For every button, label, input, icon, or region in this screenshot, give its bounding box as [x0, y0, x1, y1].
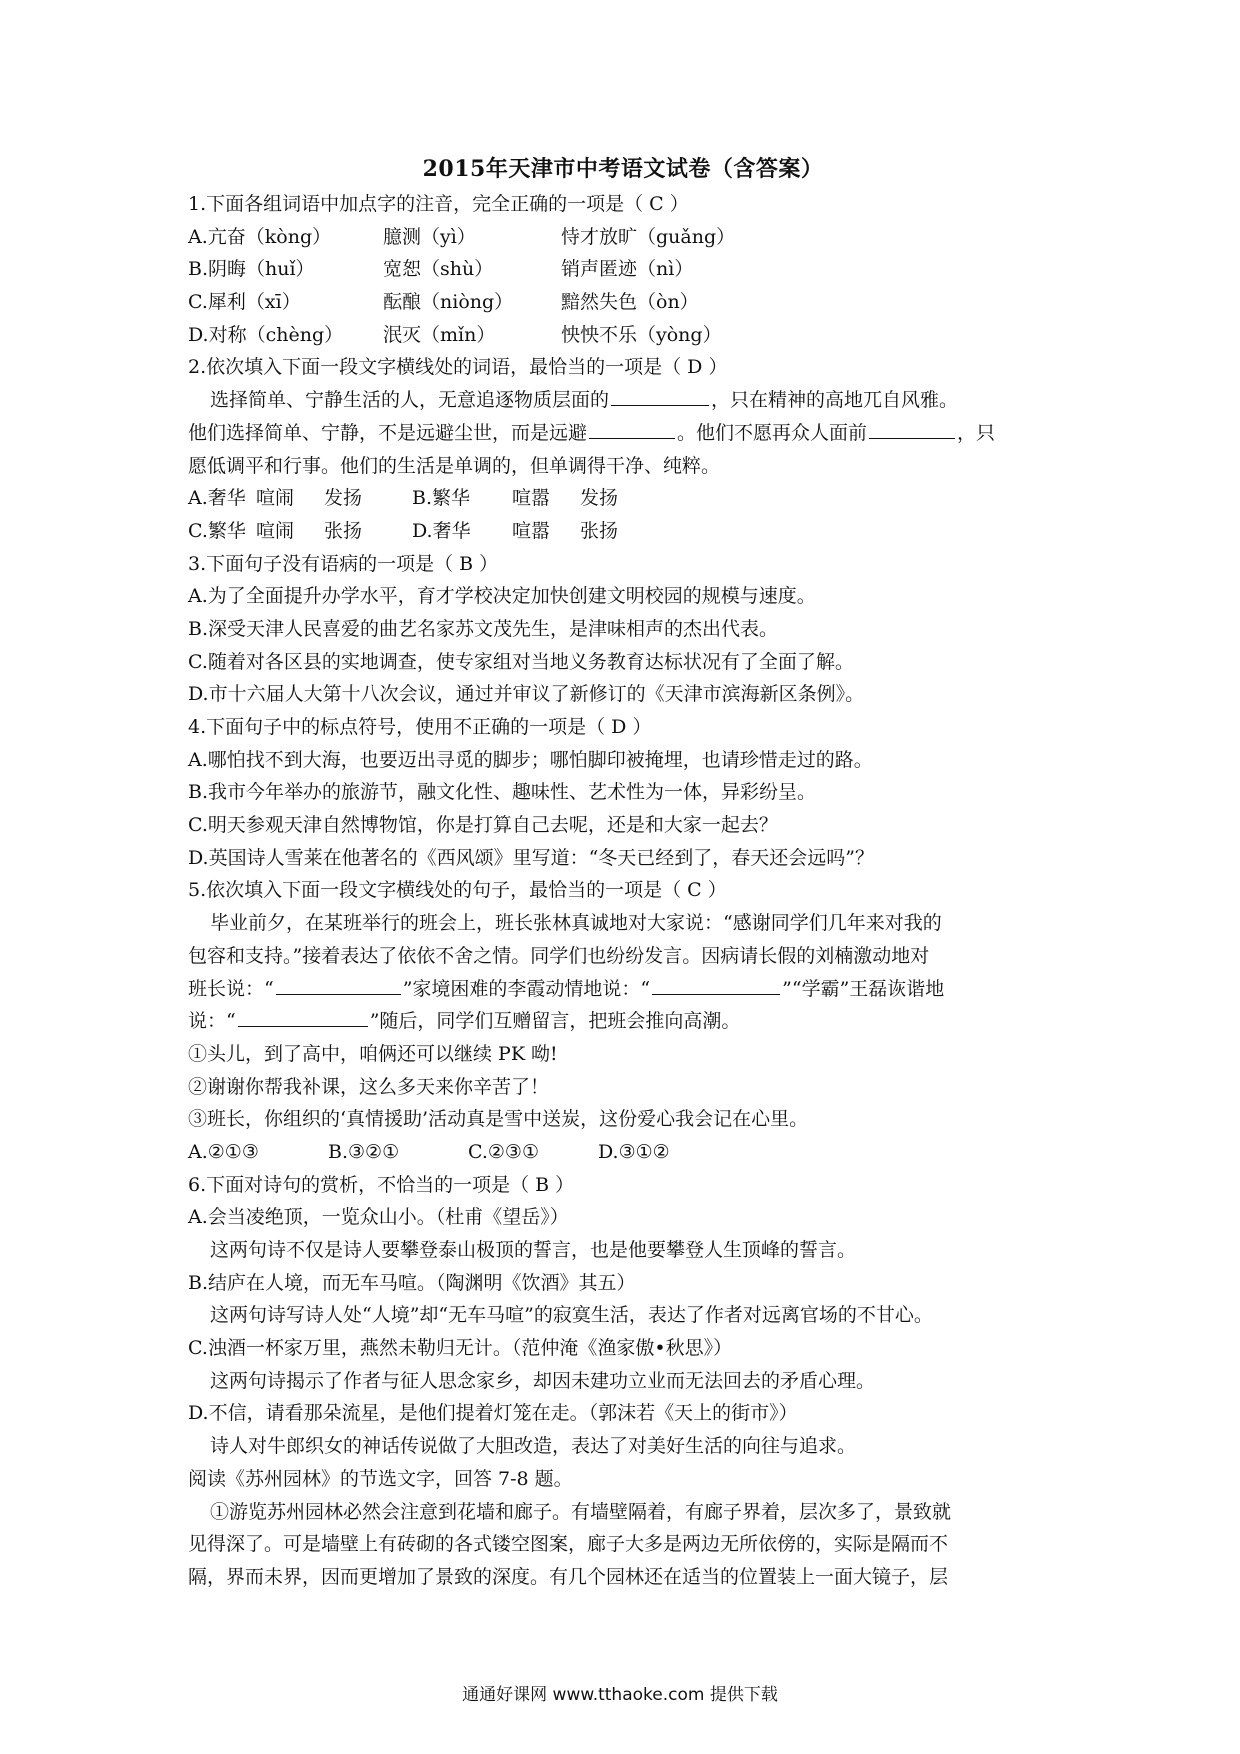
passage-text: 选择简单、宁静生活的人，无意追逐物质层面的: [210, 389, 610, 412]
passage-text: 他们选择简单、宁静，不是远避尘世，而是远避: [188, 421, 588, 444]
q2-option-cell: 张扬: [580, 519, 619, 542]
passage-text: 。他们不愿再众人面前: [677, 421, 868, 444]
reading-intro: 阅读《苏州园林》的节选文字，回答 7-8 题。: [188, 1467, 573, 1490]
q1-option-cell: 黯然失色（òn）: [561, 291, 699, 314]
document-body: [188, 150, 1058, 1594]
question-1-row-a: [188, 221, 1058, 254]
question-2-stem: 2.依次填入下面一段文字横线处的词语，最恰当的一项是（ D ）: [188, 356, 728, 379]
fill-blank: [652, 993, 780, 995]
question-3-option-c: C.随着对各区县的实地调查，使专家组对当地义务教育达标状况有了全面了解。: [188, 650, 854, 673]
passage-text: 说：“: [188, 1010, 236, 1033]
q2-option-cell: 发扬: [324, 487, 363, 510]
question-4-option-b: B.我市今年举办的旅游节，融文化性、趣味性、艺术性为一体，异彩纷呈。: [188, 781, 817, 804]
question-5-passage-line: [188, 1005, 1058, 1038]
passage-text: ”家境困难的李霞动情地说：“: [402, 977, 651, 1000]
question-6-note-a: 这两句诗不仅是诗人要攀登泰山极顶的誓言，也是他要攀登人生顶峰的誓言。: [210, 1239, 857, 1261]
question-1-stem: 1.下面各组词语中加点字的注音，完全正确的一项是（ C ）: [188, 193, 689, 215]
question-2-options-row: [188, 482, 1058, 515]
reading-passage-line: 见得深了。可是墙壁上有砖砌的各式镂空图案，廊子大多是两边无所依傍的，实际是隔而不: [188, 1533, 949, 1556]
question-5-stem: 5.依次填入下面一段文字横线处的句子，最恰当的一项是（ C ）: [188, 879, 727, 902]
q2-option-cell: B.繁华: [412, 487, 471, 510]
q2-option-cell: 喧闹: [256, 519, 295, 542]
q1-option-cell: D.对称（chèng）: [188, 323, 344, 346]
question-1-row-d: [188, 319, 1058, 352]
question-3-option-a: A.为了全面提升办学水平，育才学校决定加快创建文明校园的规模与速度。: [188, 585, 816, 608]
q2-option-cell: D.奢华: [412, 519, 471, 542]
question-6-note-d: 诗人对牛郎织女的神话传说做了大胆改造，表达了对美好生活的向往与追求。: [210, 1435, 857, 1458]
question-3-stem: 3.下面句子没有语病的一项是（ B ）: [188, 552, 499, 575]
question-1-row-c: [188, 286, 1058, 319]
question-6-note-b: 这两句诗写诗人处“人境”却“无车马喧”的寂寞生活，表达了作者对远离官场的不甘心。: [210, 1304, 933, 1327]
q1-option-cell: A.亢奋（kòng）: [188, 225, 332, 248]
q2-option-cell: 喧闹: [256, 487, 295, 510]
question-4-option-c: C.明天参观天津自然博物馆，你是打算自己去呢，还是和大家一起去？: [188, 814, 778, 837]
fill-blank: [869, 437, 955, 439]
q2-option-cell: 喧嚣: [512, 487, 551, 510]
passage-text: ，只: [957, 421, 996, 444]
passage-text: 班长说：“: [188, 977, 274, 1000]
q5-option: D.③①②: [598, 1140, 670, 1163]
q1-option-cell: C.犀利（xī）: [188, 291, 301, 314]
q1-option-cell: 销声匿迹（nì）: [561, 258, 694, 281]
q1-option-cell: 泯灭（mǐn）: [383, 323, 496, 346]
question-2-passage-line: 愿低调平和行事。他们的生活是单调的，但单调得干净、纯粹。: [188, 454, 721, 477]
q5-option: C.②③①: [468, 1140, 539, 1163]
page-title: 2015年天津市中考语文试卷（含答案）: [422, 156, 824, 182]
fill-blank: [238, 1025, 368, 1027]
question-2-passage-line: [188, 384, 1058, 417]
q1-option-cell: 臆测（yì）: [383, 225, 476, 248]
question-6-option-c: C.浊酒一杯家万里，燕然未勒归无计。（范仲淹《渔家傲•秋思》）: [188, 1337, 733, 1360]
q1-option-cell: 恃才放旷（guǎng）: [561, 225, 736, 248]
fill-blank: [589, 437, 675, 439]
question-3-option-d: D.市十六届人大第十八次会议，通过并审议了新修订的《天津市滨海新区条例》。: [188, 683, 865, 706]
question-2-options-row: [188, 515, 1058, 548]
q5-option: B.③②①: [328, 1140, 400, 1163]
question-5-passage-line: 毕业前夕，在某班举行的班会上，班长张林真诚地对大家说：“感谢同学们几年来对我的: [210, 912, 942, 935]
passage-text: ”“学霸”王磊诙谐地: [782, 977, 945, 1000]
question-5-passage-line: 包容和支持。”接着表达了依依不舍之情。同学们也纷纷发言。因病请长假的刘楠激动地对: [188, 944, 930, 967]
question-6-note-c: 这两句诗揭示了作者与征人思念家乡，却因未建功立业而无法回去的矛盾心理。: [210, 1369, 876, 1392]
question-4-option-d: D.英国诗人雪莱在他著名的《西风颂》里写道：“冬天已经到了，春天还会远吗”？: [188, 846, 875, 869]
q2-option-cell: A.奢华: [188, 487, 246, 510]
q2-option-cell: 喧嚣: [512, 519, 551, 542]
question-1-row-b: [188, 253, 1058, 286]
question-2-passage-line: [188, 417, 1058, 450]
question-5-passage-line: [188, 973, 1058, 1006]
q2-option-cell: 发扬: [580, 487, 619, 510]
question-5-sentence-1: ①头儿，到了高中，咱俩还可以继续 PK 呦!: [188, 1042, 558, 1065]
question-3-option-b: B.深受天津人民喜爱的曲艺名家苏文茂先生，是津味相声的杰出代表。: [188, 617, 779, 640]
q1-option-cell: 酝酿（niòng）: [383, 291, 514, 314]
page-footer: 通通好课网 www.tthaoke.com 提供下载: [462, 1685, 778, 1705]
q5-option: A.②①③: [188, 1140, 259, 1163]
q2-option-cell: C.繁华: [188, 519, 246, 542]
fill-blank: [276, 993, 401, 995]
question-6-option-b: B.结庐在人境，而无车马喧。（陶渊明《饮酒》其五）: [188, 1271, 636, 1294]
question-5-sentence-2: ②谢谢你帮我补课，这么多天来你辛苦了！: [188, 1075, 550, 1098]
question-6-stem: 6.下面对诗句的赏析，不恰当的一项是（ B ）: [188, 1173, 575, 1196]
passage-text: ，只在精神的高地兀自风雅。: [711, 389, 959, 412]
reading-passage-line: 隔，界而未界，因而更增加了景致的深度。有几个园林还在适当的位置装上一面大镜子，层: [188, 1565, 949, 1588]
q1-option-cell: 怏怏不乐（yòng）: [561, 323, 722, 346]
question-5-sentence-3: ③班长，你组织的‘真情援助’活动真是雪中送炭，这份爱心我会记在心里。: [188, 1108, 809, 1131]
question-4-option-a: A.哪怕找不到大海，也要迈出寻觅的脚步；哪怕脚印被掩埋，也请珍惜走过的路。: [188, 748, 873, 771]
question-6-option-a: A.会当凌绝顶，一览众山小。（杜甫《望岳》）: [188, 1206, 569, 1229]
reading-passage-line: ①游览苏州园林必然会注意到花墙和廊子。有墙壁隔着，有廊子界着，层次多了，景致就: [210, 1500, 952, 1523]
fill-blank: [611, 404, 709, 406]
passage-text: ”随后，同学们互赠留言，把班会推向高潮。: [369, 1010, 741, 1033]
question-4-stem: 4.下面句子中的标点符号，使用不正确的一项是（ D ）: [188, 716, 652, 738]
question-5-options-row: [188, 1136, 1058, 1169]
question-6-option-d: D.不信，请看那朵流星，是他们提着灯笼在走。（郭沫若《天上的街市》）: [188, 1402, 798, 1425]
q1-option-cell: B.阴晦（huǐ）: [188, 258, 315, 281]
q1-option-cell: 宽恕（shù）: [383, 258, 494, 281]
q2-option-cell: 张扬: [324, 519, 363, 542]
